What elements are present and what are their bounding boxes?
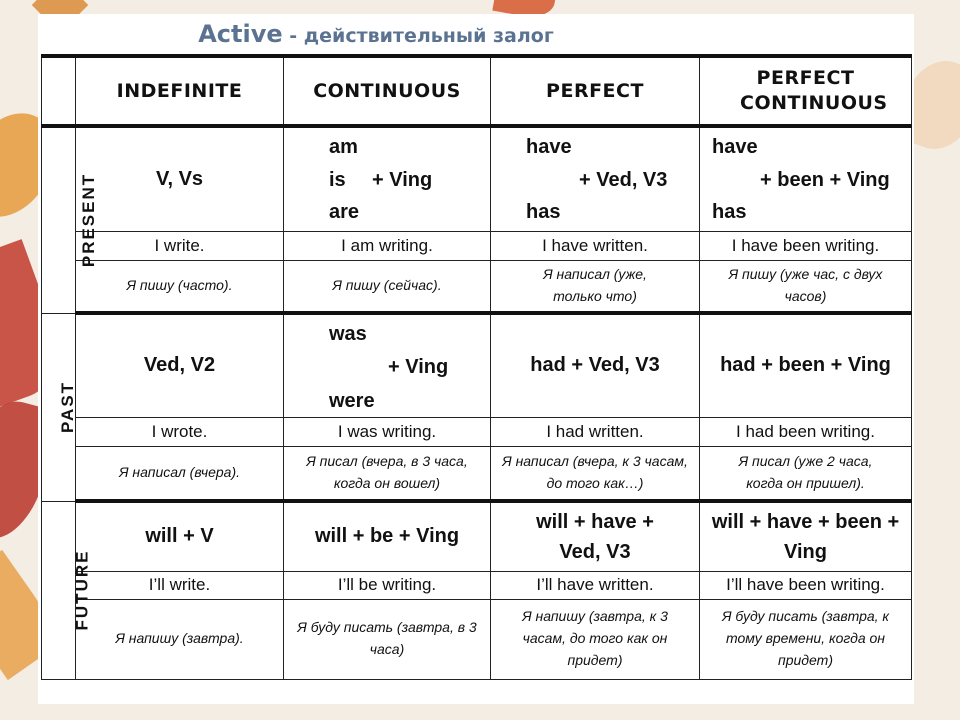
- past-perfect-formula: had + Ved, V3: [491, 313, 700, 417]
- past-continuous-formula: was were + Ving: [284, 313, 491, 417]
- header-row: [42, 56, 912, 126]
- future-example-perfect-continuous: I’ll have been writing.: [700, 571, 912, 599]
- present-example-perfect: I have written.: [491, 231, 700, 260]
- future-perfect-formula: will + have + Ved, V3: [491, 501, 700, 571]
- present-example-row: [42, 231, 912, 260]
- present-translation-row: [42, 260, 912, 313]
- col-header-perfect: PERFECT: [491, 56, 700, 126]
- future-perfect-continuous-formula: will + have + been + Ving: [700, 501, 912, 571]
- past-example-row: [42, 417, 912, 446]
- future-translation-perfect: Я напишу (завтра, к 3 часам, до того как он придет): [491, 599, 700, 679]
- past-example-indefinite: I wrote.: [76, 417, 284, 446]
- past-translation-indefinite: Я написал (вчера).: [76, 446, 284, 501]
- grammar-sheet: [38, 14, 914, 704]
- present-example-indefinite: I write.: [76, 231, 284, 260]
- present-perfect-continuous-formula: have has + been + Ving: [700, 126, 912, 231]
- title-sub: действительный залог: [303, 25, 554, 47]
- future-translation-perfect-continuous: Я буду писать (завтра, к тому времени, когда он придет): [700, 599, 912, 679]
- past-example-perfect-continuous: I had been writing.: [700, 417, 912, 446]
- future-example-indefinite: I’ll write.: [76, 571, 284, 599]
- col-header-continuous: CONTINUOUS: [284, 56, 491, 126]
- past-translation-row: [42, 446, 912, 501]
- present-translation-continuous: Я пишу (сейчас).: [284, 260, 491, 313]
- title-separator: -: [282, 25, 304, 47]
- present-example-continuous: I am writing.: [284, 231, 491, 260]
- future-example-row: [42, 571, 912, 599]
- past-formula-row: [42, 313, 912, 417]
- past-indefinite-formula: Ved, V2: [76, 313, 284, 417]
- future-continuous-formula: will + be + Ving: [284, 501, 491, 571]
- tense-label-past: PAST: [42, 313, 76, 501]
- present-formula-row: [42, 126, 912, 231]
- past-perfect-continuous-formula: had + been + Ving: [700, 313, 912, 417]
- past-example-perfect: I had written.: [491, 417, 700, 446]
- future-example-perfect: I’ll have written.: [491, 571, 700, 599]
- present-perfect-formula: have has + Ved, V3: [491, 126, 700, 231]
- future-translation-indefinite: Я напишу (завтра).: [76, 599, 284, 679]
- present-continuous-formula: am is are + Ving: [284, 126, 491, 231]
- past-translation-perfect: Я написал (вчера, к 3 часам, до того как…): [491, 446, 700, 501]
- tense-label-present: PRESENT: [42, 126, 76, 313]
- future-formula-row: [42, 501, 912, 571]
- present-translation-perfect-continuous: Я пишу (уже час, с двух часов): [700, 260, 912, 313]
- tense-label-future: FUTURE: [42, 501, 76, 679]
- present-indefinite-formula: V, Vs: [76, 126, 284, 231]
- col-header-perfect-continuous: PERFECT CONTINUOUS: [700, 56, 912, 126]
- future-example-continuous: I’ll be writing.: [284, 571, 491, 599]
- present-translation-indefinite: Я пишу (часто).: [76, 260, 284, 313]
- tense-table: [41, 54, 912, 680]
- past-translation-perfect-continuous: Я писал (уже 2 часа, когда он пришел).: [700, 446, 912, 501]
- past-translation-continuous: Я писал (вчера, в 3 часа, когда он вошел): [284, 446, 491, 501]
- page-title: [38, 20, 714, 48]
- future-translation-continuous: Я буду писать (завтра, в 3 часа): [284, 599, 491, 679]
- col-header-indefinite: INDEFINITE: [76, 56, 284, 126]
- header-corner: [42, 56, 76, 126]
- title-main: Active: [198, 20, 283, 48]
- present-example-perfect-continuous: I have been writing.: [700, 231, 912, 260]
- past-example-continuous: I was writing.: [284, 417, 491, 446]
- present-translation-perfect: Я написал (уже, только что): [491, 260, 700, 313]
- future-indefinite-formula: will + V: [76, 501, 284, 571]
- future-translation-row: [42, 599, 912, 679]
